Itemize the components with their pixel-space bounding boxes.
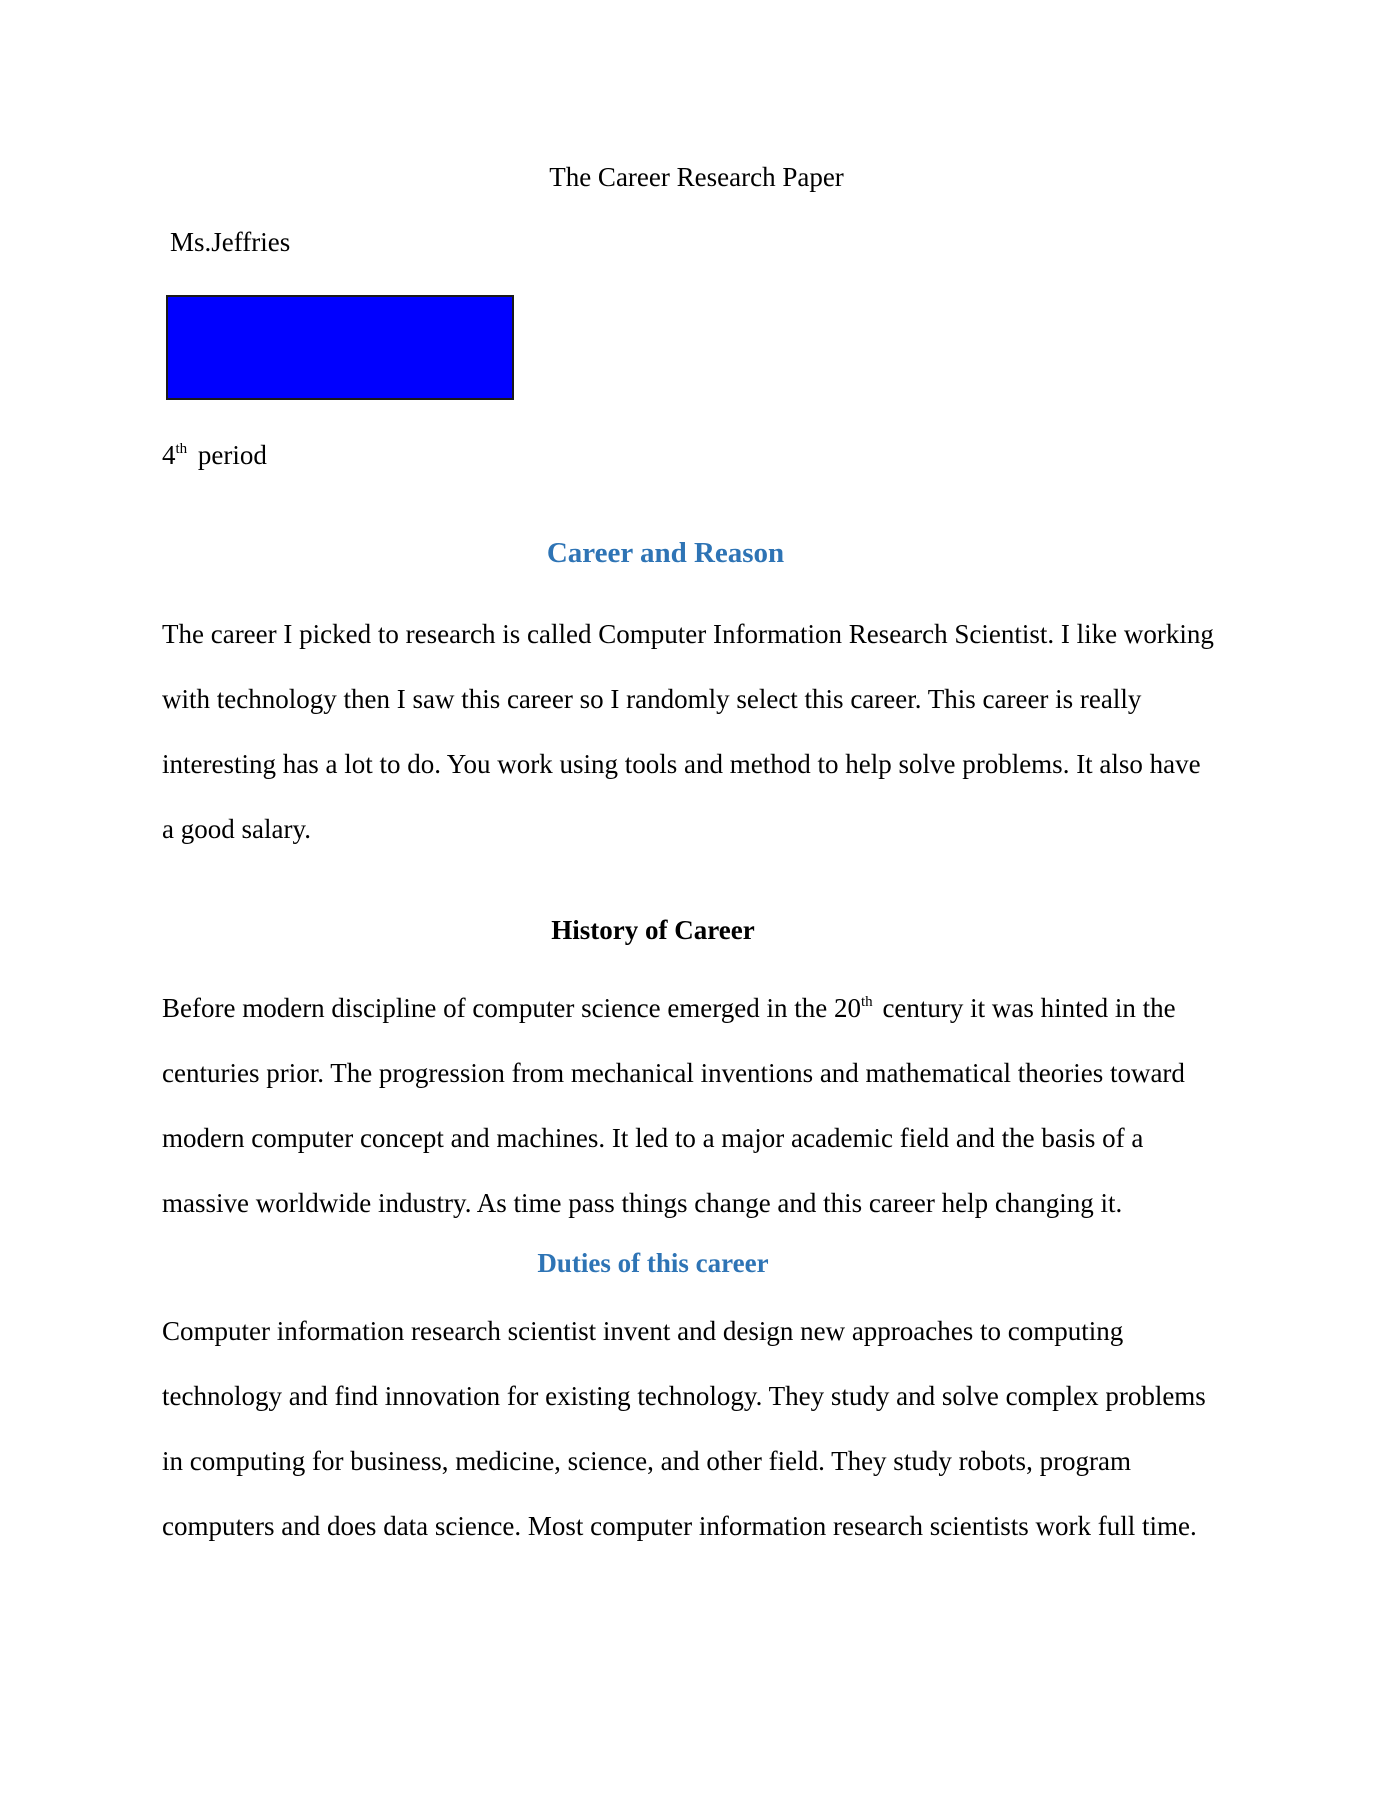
section-heading-history: History of Career — [551, 915, 755, 945]
paragraph-line: technology and find innovation for existing technology. They study and solve complex problems — [162, 1381, 1206, 1411]
redaction-box — [166, 295, 514, 400]
teacher-name: Ms.Jeffries — [170, 227, 291, 257]
paragraph-line: computers and does data science. Most computer information research scientists work full time. — [162, 1511, 1197, 1541]
ordinal-suffix: th — [861, 994, 873, 1010]
paragraph-line — [162, 993, 1176, 1024]
paragraph-line: with technology then I saw this career so I randomly select this career. This career is really — [162, 684, 1142, 714]
paragraph-line: in computing for business, medicine, science, and other field. They study robots, program — [162, 1446, 1132, 1476]
period-suffix: th — [175, 441, 188, 457]
class-period — [162, 440, 267, 471]
paragraph-line: massive worldwide industry. As time pass things change and this career help changing it. — [162, 1188, 1123, 1218]
paragraph-line: a good salary. — [162, 814, 311, 844]
history-line-end: century it was hinted in the — [875, 993, 1176, 1023]
section-heading-duties: Duties of this career — [537, 1248, 769, 1278]
section-heading-career-reason: Career and Reason — [546, 537, 785, 569]
period-number: 4 — [162, 440, 176, 470]
paragraph-line: centuries prior. The progression from mechanical inventions and mathematical theories toward — [162, 1058, 1185, 1088]
period-label: period — [191, 440, 267, 470]
paragraph-line: Computer information research scientist invent and design new approaches to computing — [162, 1316, 1124, 1346]
paragraph-line: interesting has a lot to do. You work using tools and method to help solve problems. It also have — [162, 749, 1201, 779]
paragraph-line: modern computer concept and machines. It led to a major academic field and the basis of a — [162, 1123, 1144, 1153]
history-line-start: Before modern discipline of computer science emerged in the 20 — [162, 993, 862, 1023]
paragraph-line: The career I picked to research is called Computer Information Research Scientist. I like working — [162, 619, 1214, 649]
document-title: The Career Research Paper — [549, 162, 844, 192]
